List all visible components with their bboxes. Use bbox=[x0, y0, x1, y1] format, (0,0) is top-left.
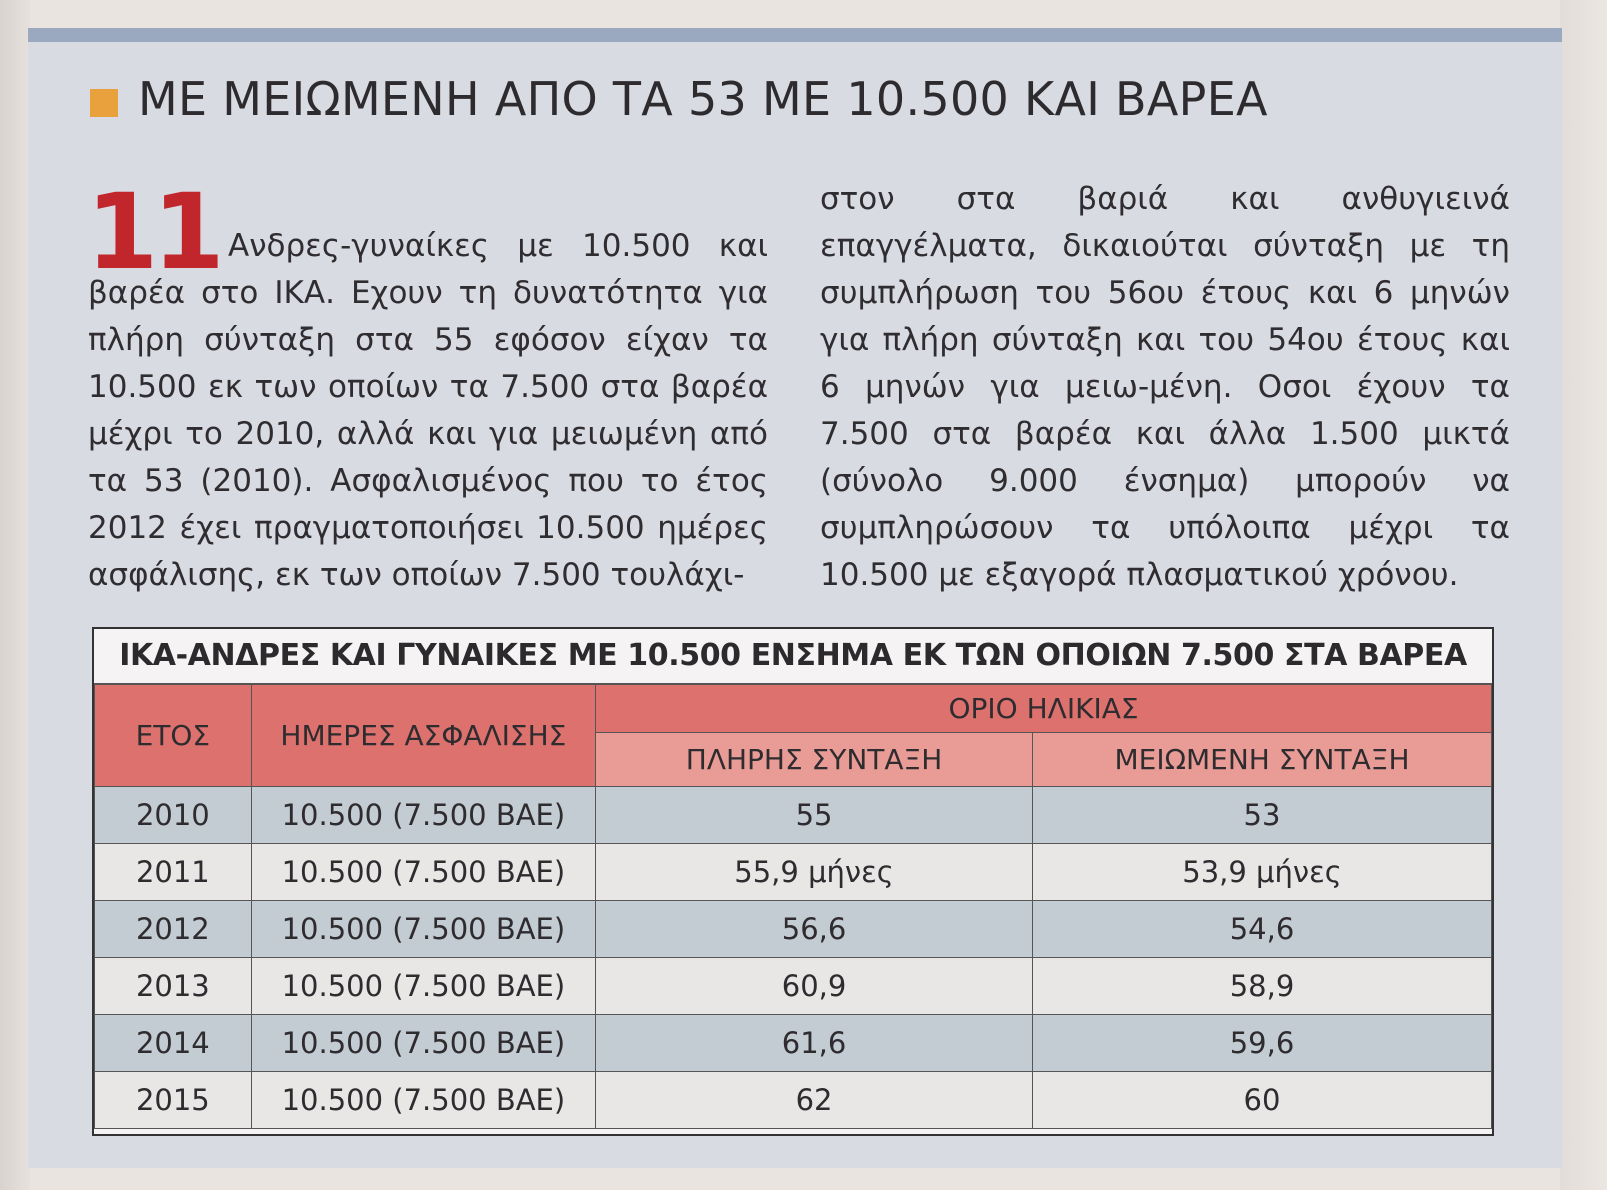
cell-year: 2010 bbox=[95, 787, 252, 844]
article-number: 11 bbox=[86, 171, 219, 293]
cell-reduced: 54,6 bbox=[1033, 901, 1492, 958]
cell-year: 2015 bbox=[95, 1072, 252, 1129]
table-title: ΙΚΑ-ΑΝΔΡΕΣ ΚΑΙ ΓΥΝΑΙΚΕΣ ΜΕ 10.500 ΕΝΣΗΜΑ ΕΚ ΤΩΝ ΟΠΟΙΩΝ 7.500 ΣΤΑ ΒΑΡΕΑ bbox=[94, 629, 1492, 684]
cell-days: 10.500 (7.500 ΒΑΕ) bbox=[251, 901, 595, 958]
cell-days: 10.500 (7.500 ΒΑΕ) bbox=[251, 1015, 595, 1072]
page-edge-right bbox=[1560, 0, 1607, 1190]
table-row bbox=[95, 844, 1492, 901]
cell-reduced: 53,9 μήνες bbox=[1033, 844, 1492, 901]
cell-reduced: 59,6 bbox=[1033, 1015, 1492, 1072]
cell-reduced: 58,9 bbox=[1033, 958, 1492, 1015]
cell-reduced: 53 bbox=[1033, 787, 1492, 844]
cell-reduced: 60 bbox=[1033, 1072, 1492, 1129]
table-row bbox=[95, 1015, 1492, 1072]
cell-year: 2011 bbox=[95, 844, 252, 901]
cell-full: 55,9 μήνες bbox=[596, 844, 1033, 901]
cell-full: 60,9 bbox=[596, 958, 1033, 1015]
header-reduced-pension: ΜΕΙΩΜΕΝΗ ΣΥΝΤΑΞΗ bbox=[1033, 733, 1492, 787]
cell-days: 10.500 (7.500 ΒΑΕ) bbox=[251, 844, 595, 901]
cell-year: 2014 bbox=[95, 1015, 252, 1072]
table-row bbox=[95, 1072, 1492, 1129]
cell-full: 56,6 bbox=[596, 901, 1033, 958]
cell-days: 10.500 (7.500 ΒΑΕ) bbox=[251, 1072, 595, 1129]
headline-text: ΜΕ ΜΕΙΩΜΕΝΗ ΑΠΟ ΤΑ 53 ΜΕ 10.500 ΚΑΙ ΒΑΡΕΑ bbox=[138, 72, 1268, 126]
page-edge-left bbox=[0, 0, 30, 1190]
cell-full: 62 bbox=[596, 1072, 1033, 1129]
cell-year: 2013 bbox=[95, 958, 252, 1015]
header-days: ΗΜΕΡΕΣ ΑΣΦΑΛΙΣΗΣ bbox=[251, 685, 595, 787]
header-age-limit: ΟΡΙΟ ΗΛΙΚΙΑΣ bbox=[596, 685, 1492, 733]
cell-full: 55 bbox=[596, 787, 1033, 844]
header-full-pension: ΠΛΗΡΗΣ ΣΥΝΤΑΞΗ bbox=[596, 733, 1033, 787]
pension-table bbox=[92, 627, 1494, 1136]
table-grid bbox=[94, 684, 1492, 1129]
cell-full: 61,6 bbox=[596, 1015, 1033, 1072]
header-year: ΕΤΟΣ bbox=[95, 685, 252, 787]
article-column-2: στον στα βαριά και ανθυγιεινά επαγγέλματα, δικαιούται σύνταξη με τη συμπλήρωση του 56ου έτους και 6 μηνών για πλήρη σύνταξη και του 54ου έτους και 6 μηνών για μειω-μένη. Οσοι έχουν τα 7.500 στα βαρέα και άλλα 1.500 μικτά (σύνολο 9.000 ένσημα) μπορούν να συμπληρώσουν τα υπόλοιπα μέχρι τα 10.500 με εξαγορά πλασματικού χρόνου. bbox=[820, 181, 1510, 593]
headline bbox=[90, 72, 1268, 126]
table-row bbox=[95, 901, 1492, 958]
table-row bbox=[95, 787, 1492, 844]
table-row bbox=[95, 958, 1492, 1015]
cell-days: 10.500 (7.500 ΒΑΕ) bbox=[251, 958, 595, 1015]
cell-year: 2012 bbox=[95, 901, 252, 958]
headline-square-icon bbox=[90, 89, 118, 117]
article-column-1: Ανδρες-γυναίκες με 10.500 και βαρέα στο ΙΚΑ. Εχουν τη δυνατότητα για πλήρη σύνταξη στα 55 εφόσον είχαν τα 10.500 εκ των οποίων τα 7.500 στα βαρέα μέχρι το 2010, αλλά και για μειωμένη από τα 53 (2010). Ασφαλισμένος που το έτος 2012 έχει πραγματοποιήσει 10.500 ημέρες ασφάλισης, εκ των οποίων 7.500 τουλάχι- bbox=[88, 228, 768, 593]
cell-days: 10.500 (7.500 ΒΑΕ) bbox=[251, 787, 595, 844]
